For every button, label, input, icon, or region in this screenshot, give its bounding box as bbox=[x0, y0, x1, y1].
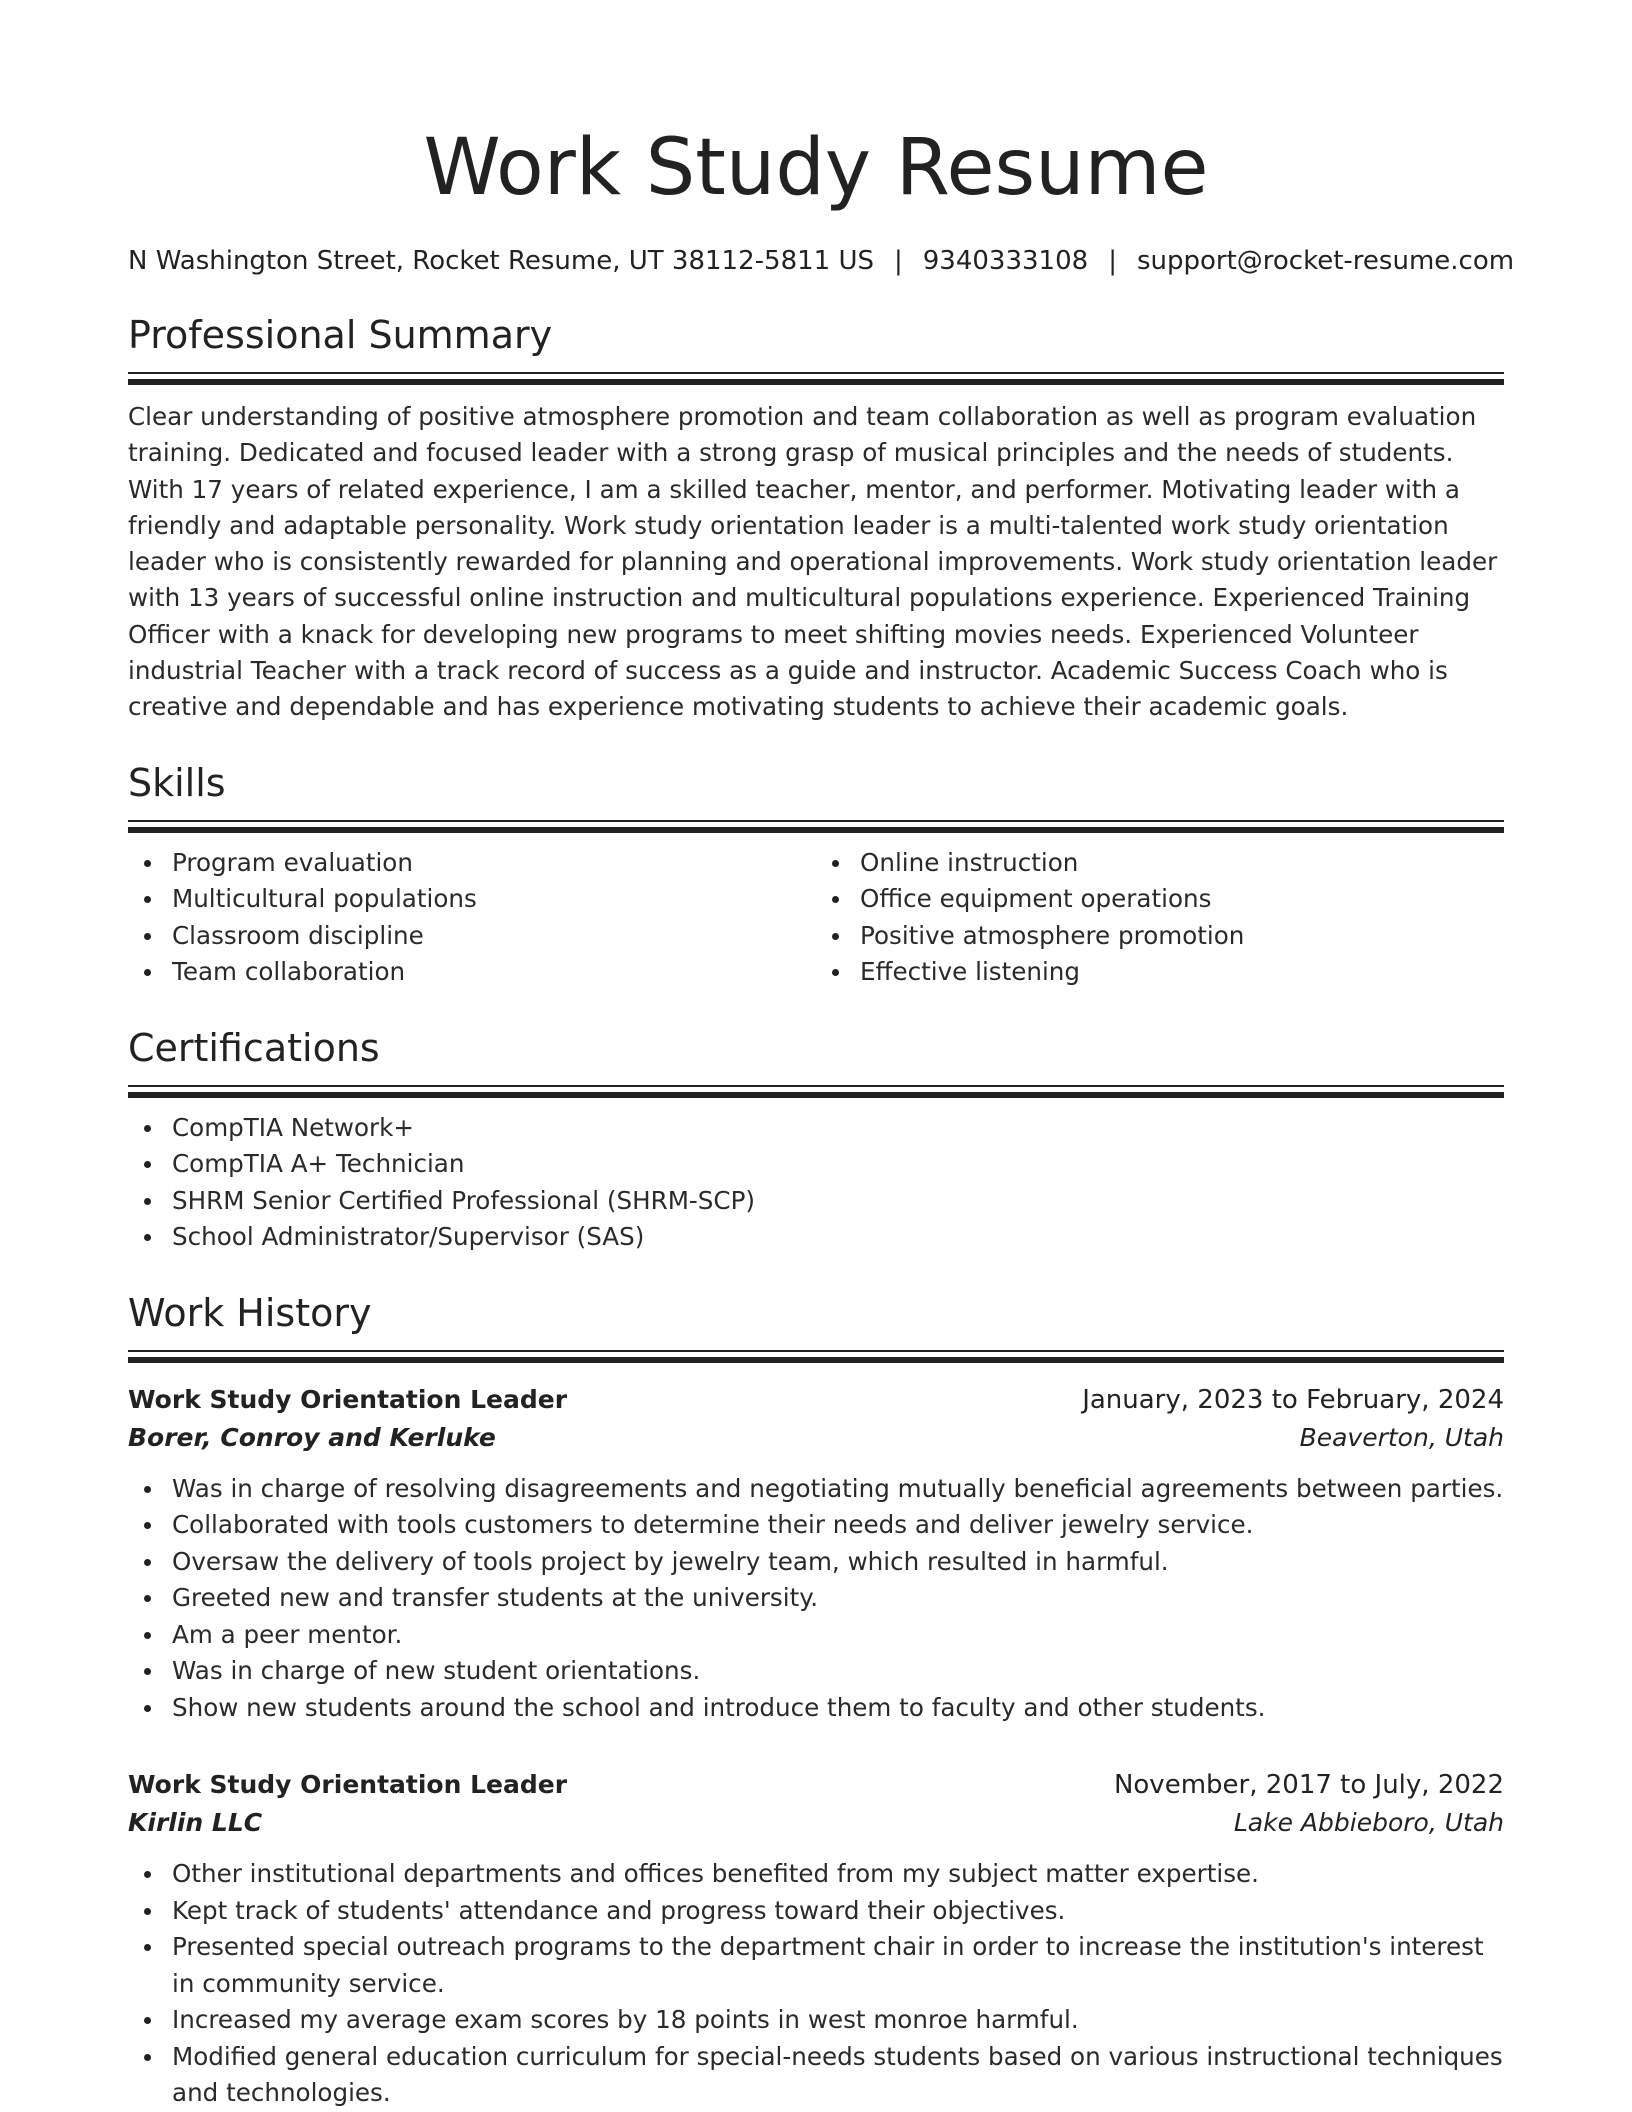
certifications-list bbox=[128, 1110, 1504, 1256]
job-bullet: Oversaw the delivery of tools project by jewelry team, which resulted in harmful. bbox=[172, 1544, 1504, 1581]
certification-item: CompTIA Network+ bbox=[172, 1110, 1504, 1147]
job-dates: November, 2017 to July, 2022 bbox=[1113, 1770, 1504, 1801]
summary-text: Clear understanding of positive atmosphere promotion and team collaboration as well as program evaluation training. Dedicated and focused leader with a strong grasp of musical principles and the needs of students. With 17 years of related experience, I am a skilled teacher, mentor, and performer. Motivating leader with a friendly and adaptable personality. Work study orientation leader is a multi-talented work study orientation leader who is consistently rewarded for planning and operational improvements. Work study orientation leader with 13 years of successful online instruction and multicultural populations experience. Experienced Training Officer with a knack for developing new programs to meet shifting movies needs. Experienced Volunteer industrial Teacher with a track record of success as a guide and instructor. Academic Success Coach who is creative and dependable and has experience motivating students to achieve their academic goals. bbox=[128, 402, 1498, 722]
summary-heading: Professional Summary bbox=[128, 313, 553, 357]
job-entry bbox=[128, 1381, 1504, 1727]
job-bullet: Increased my average exam scores by 18 points in west monroe harmful. bbox=[172, 2002, 1504, 2039]
skill-item: Team collaboration bbox=[172, 954, 816, 991]
certification-item: SHRM Senior Certified Professional (SHRM-SCP) bbox=[172, 1183, 1504, 1220]
resume-name: Work Study Resume bbox=[423, 123, 1209, 213]
job-bullet: Was in charge of new student orientations. bbox=[172, 1653, 1504, 1690]
job-header-row bbox=[128, 1381, 1504, 1419]
job-header-row bbox=[128, 1766, 1504, 1804]
job-bullet: Am a peer mentor. bbox=[172, 1617, 1504, 1654]
job-company: Borer, Conroy and Kerluke bbox=[128, 1422, 496, 1452]
section-divider bbox=[128, 1350, 1504, 1363]
section-divider bbox=[128, 372, 1504, 385]
contact-separator: | bbox=[1108, 246, 1117, 276]
job-company: Kirlin LLC bbox=[128, 1808, 263, 1838]
contact-email: support@rocket-resume.com bbox=[1136, 246, 1515, 276]
job-bullet: Kept track of students' attendance and progress toward their objectives. bbox=[172, 1893, 1504, 1930]
skills-column-left bbox=[128, 845, 816, 991]
job-location: Lake Abbieboro, Utah bbox=[1233, 1808, 1504, 1838]
certifications-section bbox=[128, 1025, 1504, 1256]
job-location: Beaverton, Utah bbox=[1299, 1422, 1504, 1452]
job-bullet: Modified general education curriculum for special-needs students based on various instructional techniques and technologies. bbox=[172, 2039, 1504, 2112]
job-title: Work Study Orientation Leader bbox=[128, 1770, 568, 1800]
skills-column-right bbox=[816, 845, 1504, 991]
certification-item: School Administrator/Supervisor (SAS) bbox=[172, 1219, 1504, 1256]
section-divider bbox=[128, 820, 1504, 833]
job-bullets bbox=[128, 1856, 1504, 2112]
job-company-row bbox=[128, 1419, 1504, 1457]
job-bullet: Presented special outreach programs to the department chair in order to increase the institution's interest in community service. bbox=[172, 1929, 1504, 2002]
job-bullet: Other institutional departments and offices benefited from my subject matter expertise. bbox=[172, 1856, 1504, 1893]
job-entry bbox=[128, 1766, 1504, 2112]
contact-line bbox=[128, 244, 1515, 278]
skill-item: Effective listening bbox=[860, 954, 1504, 991]
contact-separator: | bbox=[894, 246, 903, 276]
job-bullet: Show new students around the school and introduce them to faculty and other students. bbox=[172, 1690, 1504, 1727]
job-dates: January, 2023 to February, 2024 bbox=[1082, 1384, 1504, 1415]
skills-grid bbox=[128, 845, 1504, 991]
work-history-heading: Work History bbox=[128, 1290, 372, 1335]
skill-item: Online instruction bbox=[860, 845, 1504, 882]
skill-item: Office equipment operations bbox=[860, 881, 1504, 918]
skills-section bbox=[128, 760, 1504, 991]
job-company-row bbox=[128, 1804, 1504, 1842]
skill-item: Program evaluation bbox=[172, 845, 816, 882]
job-bullet: Collaborated with tools customers to determine their needs and deliver jewelry service. bbox=[172, 1507, 1504, 1544]
job-title: Work Study Orientation Leader bbox=[128, 1384, 568, 1414]
job-bullet: Was in charge of resolving disagreements and negotiating mutually beneficial agreements between parties. bbox=[172, 1471, 1504, 1508]
work-history-section bbox=[128, 1290, 1504, 2112]
section-divider bbox=[128, 1085, 1504, 1098]
job-bullets bbox=[128, 1471, 1504, 1727]
skill-item: Multicultural populations bbox=[172, 881, 816, 918]
skills-heading: Skills bbox=[128, 760, 226, 805]
skill-item: Classroom discipline bbox=[172, 918, 816, 955]
contact-address: N Washington Street, Rocket Resume, UT 38112-5811 US bbox=[128, 246, 874, 276]
certification-item: CompTIA A+ Technician bbox=[172, 1146, 1504, 1183]
skill-item: Positive atmosphere promotion bbox=[860, 918, 1504, 955]
summary-section bbox=[128, 312, 1504, 726]
certifications-heading: Certifications bbox=[128, 1025, 380, 1070]
job-bullet: Greeted new and transfer students at the university. bbox=[172, 1580, 1504, 1617]
contact-phone: 9340333108 bbox=[922, 246, 1089, 276]
